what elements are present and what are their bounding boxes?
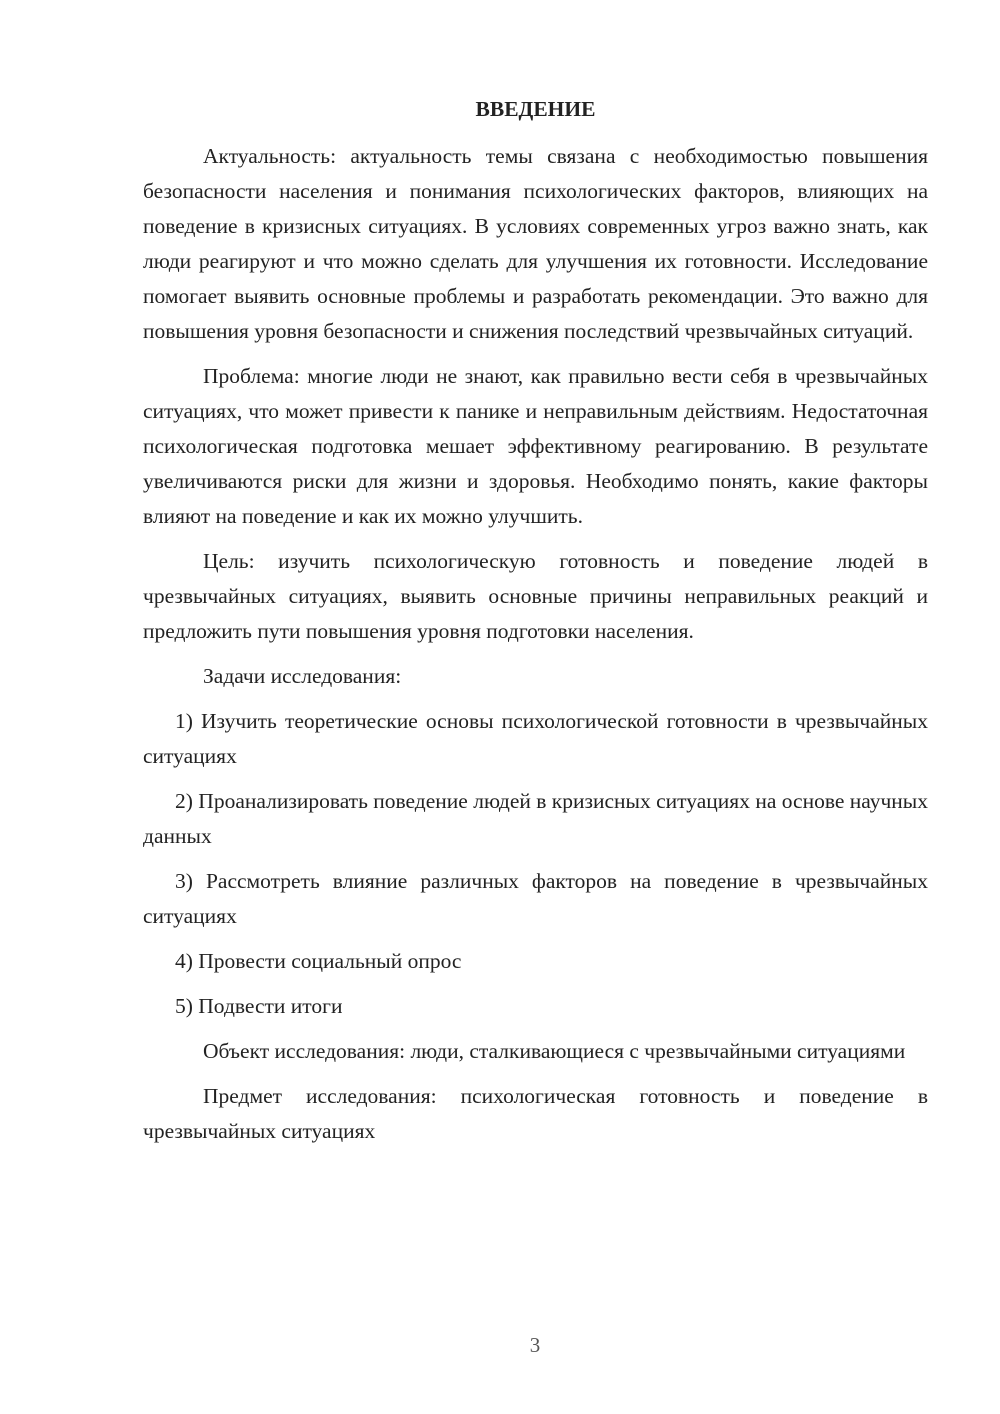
task-item-2: 2) Проанализировать поведение людей в кризисных ситуациях на основе научных данных [143, 789, 928, 848]
problem-paragraph: Проблема: многие люди не знают, как правильно вести себя в чрезвычайных ситуациях, что может привести к панике и неправильным действиям. Недостаточная психологическая подготовка мешает эффективному реагированию. В результате увеличиваются риски для жизни и здоровья. Необходимо понять, какие факторы влияют на поведение и как их можно улучшить. [143, 364, 928, 528]
task-item-5: 5) Подвести итоги [175, 994, 343, 1018]
tasks-title: Задачи исследования: [203, 664, 402, 688]
task-item-3: 3) Рассмотреть влияние различных факторов на поведение в чрезвычайных ситуациях [143, 869, 928, 928]
page-number: 3 [529, 1333, 541, 1357]
goal-paragraph: Цель: изучить психологическую готовность и поведение людей в чрезвычайных ситуациях, выявить основные причины неправильных реакций и предложить пути повышения уровня подготовки населения. [143, 549, 928, 643]
object-paragraph: Объект исследования: люди, сталкивающиеся с чрезвычайными ситуациями [203, 1039, 906, 1063]
subject-paragraph: Предмет исследования: психологическая готовность и поведение в чрезвычайных ситуациях [143, 1084, 928, 1143]
relevance-paragraph: Актуальность: актуальность темы связана с необходимостью повышения безопасности населения и понимания психологических факторов, влияющих на поведение в кризисных ситуациях. В условиях современных угроз важно знать, как люди реагируют и что можно сделать для улучшения их готовности. Исследование помогает выявить основные проблемы и разработать рекомендации. Это важно для повышения уровня безопасности и снижения последствий чрезвычайных ситуаций. [143, 144, 928, 343]
task-item-4: 4) Провести социальный опрос [175, 949, 462, 973]
section-heading: ВВЕДЕНИЕ [475, 97, 596, 121]
document-page [143, 92, 928, 1159]
task-item-1: 1) Изучить теоретические основы психологической готовности в чрезвычайных ситуациях [143, 709, 928, 768]
